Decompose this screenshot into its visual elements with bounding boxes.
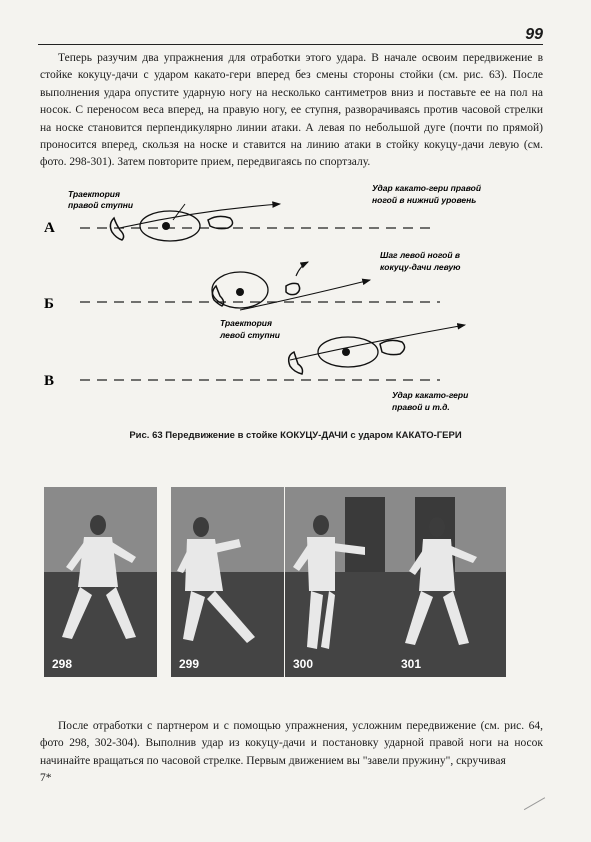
body-paragraph-2: После отработки с партнером и с помощью упражнения, усложним передвижение (см. рис. 64, фото 298, 302-304). Выполнив удар из кокуцу-дачи и постановку ударной правой ноги на носок начинайте вращаться по часовой стрелке. Первым движением вы "завели пружину", скручивая <box>40 720 543 767</box>
photo-300 <box>285 487 398 677</box>
annotation-kick-right-etc-2: правой и т.д. <box>392 402 450 412</box>
page-number: 99 <box>525 26 543 43</box>
row-label-b: Б <box>44 296 54 312</box>
photo-number-300: 300 <box>293 657 314 671</box>
foot-print-b-right <box>286 283 300 294</box>
annotation-kick-right-low-1: Удар какато-гери правой <box>372 183 482 193</box>
curve-arrow-b <box>296 262 308 276</box>
annotation-left-foot-trajectory-1: Траектория <box>220 318 272 328</box>
figure-caption: Рис. 63 Передвижение в стойке КОКУЦУ-ДАЧИ с ударом КАКАТО-ГЕРИ <box>129 430 462 441</box>
photo-299 <box>171 487 284 677</box>
body-paragraph-1: Теперь разучим два упражнения для отработки этого удара. В начале освоим передвижение в стойке кокуцу-дачи с ударом какато-гери вперед без смены стороны стойки (см. рис. 63). После выполнения удара опустите ударную ногу на несколько сантиметров вниз и поставьте ее на пол на носок. С переносом веса вперед, на правую ногу, ее ступня, разворачиваясь против часовой стрелки на носке становится перпендикулярно линии атаки. А левая по небольшой дуге (почти по прямой) проносится вперед, скользя на носке и ставится на линию атаки в стойку кокуцу-дачи левую (см. фото. 298-301). Затем повторите прием, передвигаясь по спортзалу. <box>40 52 543 169</box>
row-label-v: В <box>44 373 55 389</box>
header-rule <box>38 44 543 45</box>
annotation-step-left-2: кокуцу-дачи левую <box>380 262 461 272</box>
photo-number-301: 301 <box>401 657 422 671</box>
photo-301 <box>393 487 506 677</box>
signature-mark: 7* <box>40 772 52 784</box>
scan-corner-mark <box>524 797 546 812</box>
annotation-right-foot-trajectory-1: Траектория <box>68 189 120 199</box>
annotation-kick-right-low-2: ногой в нижний уровень <box>372 195 477 205</box>
photo-298 <box>44 487 157 677</box>
pivot-dot-b <box>236 288 244 296</box>
annotation-step-left-1: Шаг левой ногой в <box>380 250 461 260</box>
footwork-diagram <box>40 180 550 420</box>
annotation-right-foot-trajectory-2: правой ступни <box>68 200 134 210</box>
annotation-left-foot-trajectory-2: левой ступни <box>220 330 280 340</box>
foot-print-a-right <box>208 216 233 228</box>
photo-number-299: 299 <box>179 657 200 671</box>
row-label-a: А <box>44 220 55 236</box>
pivot-dot-v <box>342 348 350 356</box>
annotation-kick-right-etc-1: Удар какато-гери <box>392 390 469 400</box>
trajectory-arrow-b <box>240 280 370 310</box>
foot-print-a-left <box>110 218 123 240</box>
foot-print-v-right <box>380 340 405 354</box>
pivot-dot-a <box>162 222 170 230</box>
foot-print-v-left <box>289 352 303 374</box>
photo-number-298: 298 <box>52 657 73 671</box>
